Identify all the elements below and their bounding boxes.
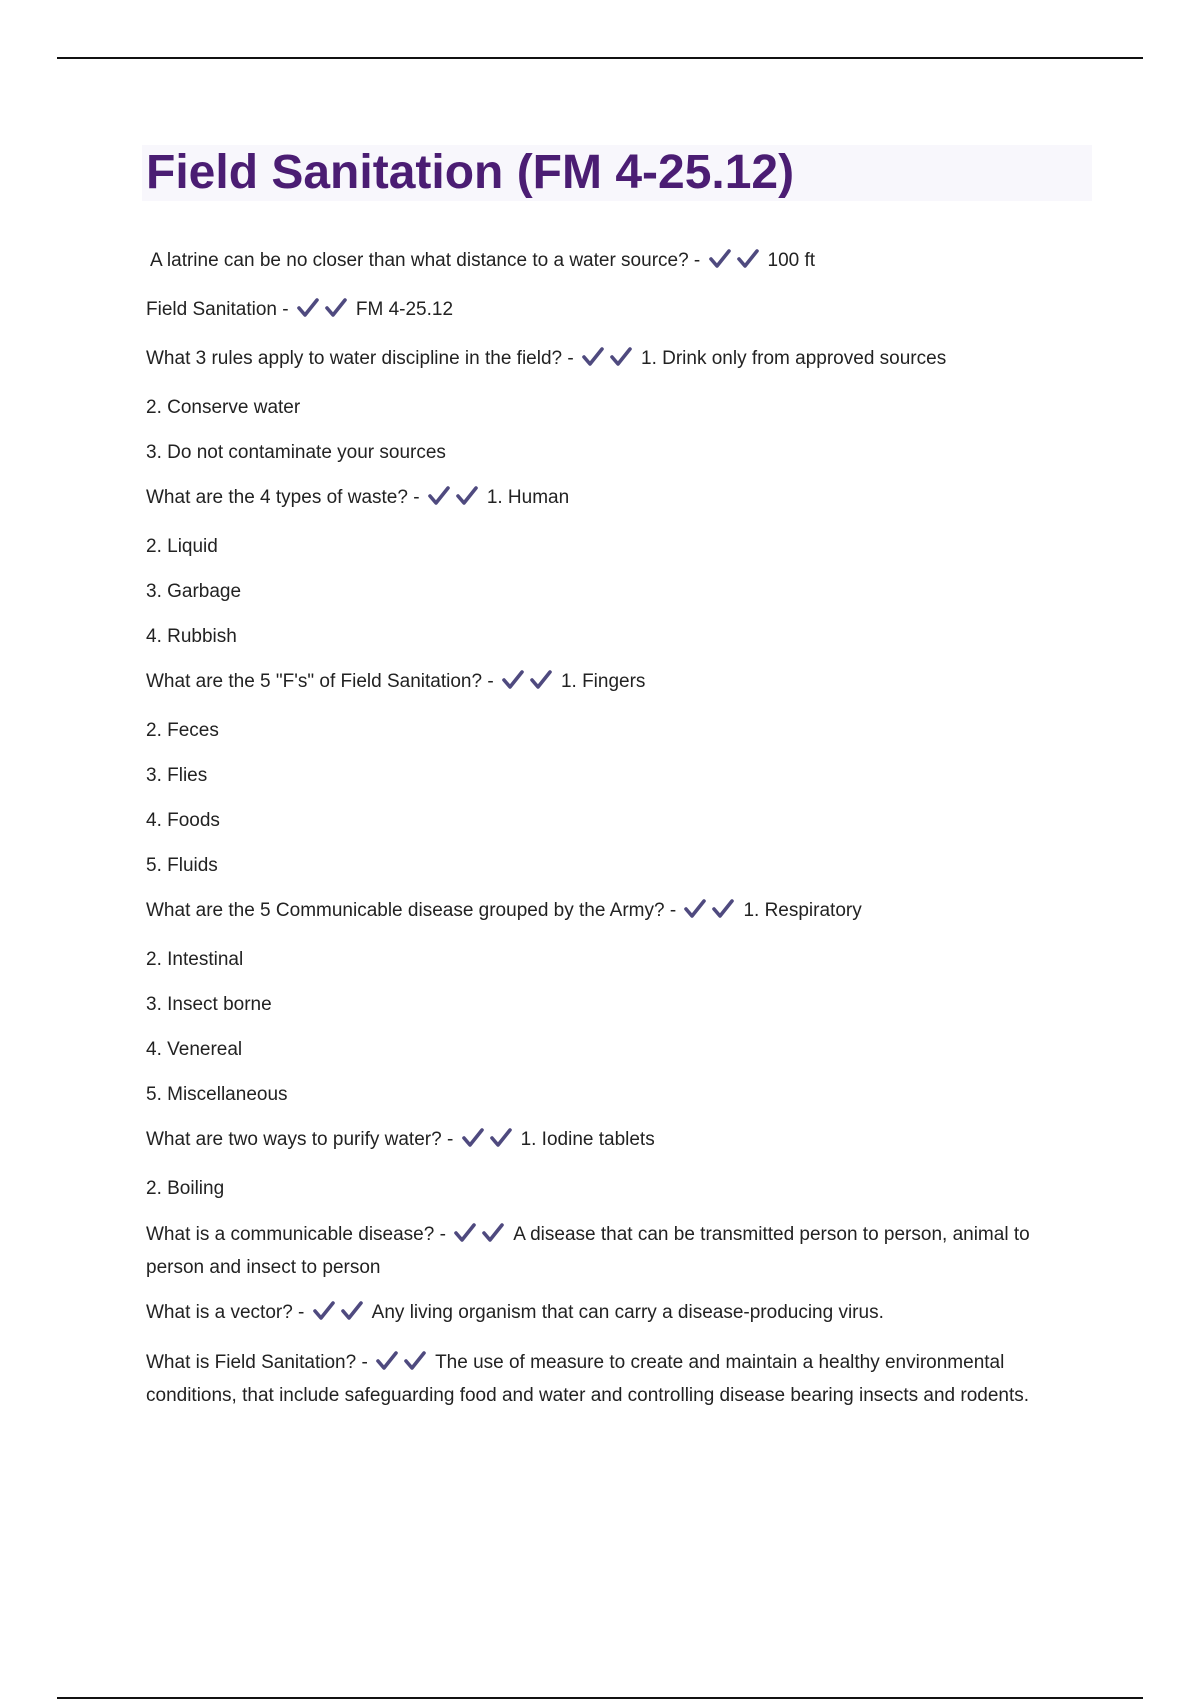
answer-text: 1. Fingers bbox=[560, 671, 646, 692]
answer-text: A disease that can be transmitted person to person, animal to person and insect to person bbox=[146, 1224, 1030, 1278]
answer-line: 4. Rubbish bbox=[146, 626, 237, 647]
answer-line: 3. Do not contaminate your sources bbox=[146, 442, 446, 463]
separator: - bbox=[688, 250, 706, 271]
question-text: A latrine can be no closer than what distance to a water source? bbox=[150, 250, 689, 271]
answer-text: 1. Iodine tablets bbox=[520, 1129, 655, 1150]
separator: - bbox=[407, 487, 425, 508]
answer-line: 5. Miscellaneous bbox=[146, 1084, 288, 1105]
double-check-icon bbox=[501, 669, 557, 700]
check-mark-icon bbox=[489, 1127, 513, 1149]
answer-text: 1. Drink only from approved sources bbox=[641, 348, 947, 369]
check-mark-icon bbox=[708, 248, 732, 270]
double-check-icon bbox=[581, 346, 637, 377]
double-check-icon bbox=[708, 248, 764, 279]
answer-line: 2. Conserve water bbox=[146, 397, 301, 418]
check-mark-icon bbox=[711, 898, 735, 920]
answer-text: Any living organism that can carry a disease-producing virus. bbox=[371, 1302, 884, 1323]
separator: - bbox=[356, 1352, 374, 1373]
separator: - bbox=[434, 1224, 452, 1245]
answer-text: 1. Respiratory bbox=[743, 900, 862, 921]
answer-line: 2. Feces bbox=[146, 720, 219, 741]
qa-item bbox=[146, 1126, 1092, 1158]
question-text: What is a vector? bbox=[146, 1302, 293, 1323]
answer-line: 5. Fluids bbox=[146, 855, 218, 876]
check-mark-icon bbox=[324, 297, 348, 319]
separator: - bbox=[276, 299, 294, 320]
answer-line: 4. Venereal bbox=[146, 1039, 243, 1060]
qa-item bbox=[146, 345, 1092, 377]
separator: - bbox=[664, 900, 682, 921]
check-mark-icon bbox=[736, 248, 760, 270]
check-mark-icon bbox=[501, 669, 525, 691]
check-mark-icon bbox=[427, 485, 451, 507]
answer-text: The use of measure to create and maintain a healthy environmental conditions, that include safeguarding food and water and controlling disease bearing insects and rodents. bbox=[146, 1352, 1030, 1406]
question-text: What are the 5 Communicable disease grouped by the Army? bbox=[146, 900, 665, 921]
qa-item bbox=[146, 1299, 1092, 1331]
question-text: What are the 5 "F's" of Field Sanitation? bbox=[146, 671, 483, 692]
check-mark-icon bbox=[312, 1300, 336, 1322]
double-check-icon bbox=[683, 898, 739, 929]
double-check-icon bbox=[296, 297, 352, 328]
answer-line: 2. Liquid bbox=[146, 536, 218, 557]
answer-line: 2. Intestinal bbox=[146, 949, 244, 970]
double-check-icon bbox=[427, 485, 483, 516]
separator: - bbox=[482, 671, 499, 692]
check-mark-icon bbox=[296, 297, 320, 319]
separator: - bbox=[562, 348, 579, 369]
qa-item bbox=[146, 897, 1092, 929]
top-rule bbox=[57, 57, 1143, 59]
question-text: What 3 rules apply to water discipline in the field? bbox=[146, 348, 563, 369]
check-mark-icon bbox=[403, 1350, 427, 1372]
check-mark-icon bbox=[375, 1350, 399, 1372]
page-title: Field Sanitation (FM 4-25.12) bbox=[146, 146, 795, 199]
check-mark-icon bbox=[455, 485, 479, 507]
answer-text: 100 ft bbox=[767, 250, 816, 271]
check-mark-icon bbox=[609, 346, 633, 368]
qa-item bbox=[146, 247, 1092, 279]
qa-list bbox=[146, 247, 1092, 1427]
qa-item bbox=[146, 1220, 1092, 1282]
check-mark-icon bbox=[453, 1222, 477, 1244]
question-text: What is Field Sanitation? bbox=[146, 1352, 357, 1373]
separator: - bbox=[292, 1302, 310, 1323]
check-mark-icon bbox=[529, 669, 553, 691]
check-mark-icon bbox=[340, 1300, 364, 1322]
check-mark-icon bbox=[461, 1127, 485, 1149]
answer-line: 3. Insect borne bbox=[146, 994, 272, 1015]
answer-line: 2. Boiling bbox=[146, 1178, 225, 1199]
answer-text: 1. Human bbox=[486, 487, 570, 508]
separator: - bbox=[441, 1129, 459, 1150]
answer-line: 3. Flies bbox=[146, 765, 208, 786]
check-mark-icon bbox=[683, 898, 707, 920]
question-text: What are the 4 types of waste? bbox=[146, 487, 408, 508]
question-text: Field Sanitation bbox=[146, 299, 277, 320]
answer-line: 3. Garbage bbox=[146, 581, 242, 602]
double-check-icon bbox=[453, 1222, 509, 1253]
qa-item bbox=[146, 1348, 1092, 1410]
answer-line: 4. Foods bbox=[146, 810, 220, 831]
check-mark-icon bbox=[581, 346, 605, 368]
check-mark-icon bbox=[481, 1222, 505, 1244]
answer-text: FM 4-25.12 bbox=[355, 299, 454, 320]
double-check-icon bbox=[461, 1127, 517, 1158]
double-check-icon bbox=[375, 1350, 431, 1381]
bottom-rule bbox=[57, 1697, 1143, 1699]
question-text: What are two ways to purify water? bbox=[146, 1129, 442, 1150]
qa-item bbox=[146, 668, 1092, 700]
qa-item bbox=[146, 484, 1092, 516]
double-check-icon bbox=[312, 1300, 368, 1331]
question-text: What is a communicable disease? bbox=[146, 1224, 435, 1245]
qa-item bbox=[146, 296, 1092, 328]
